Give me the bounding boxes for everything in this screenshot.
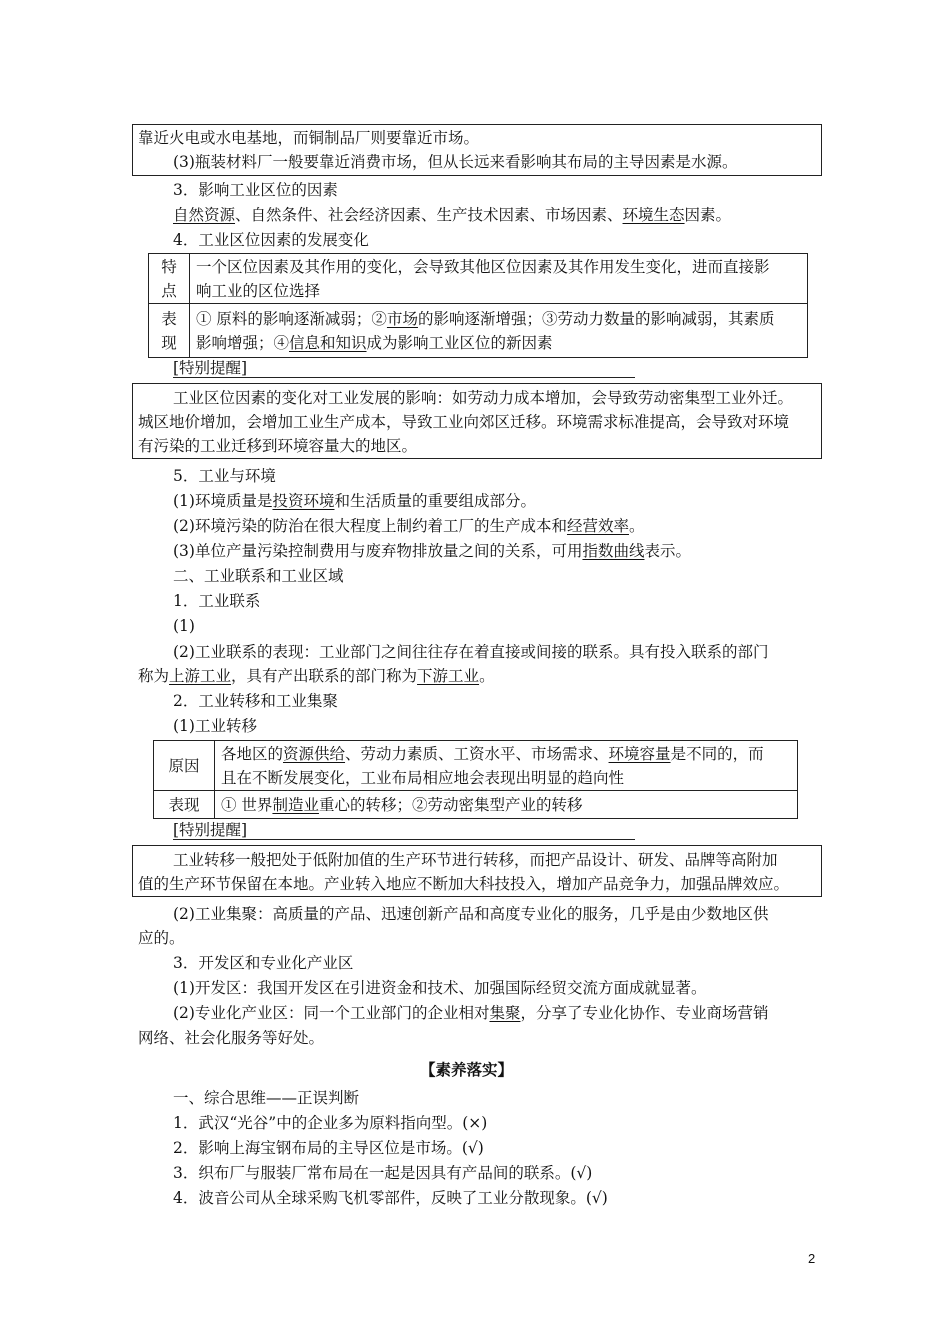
judgement-item-3: 3．织布厂与服装厂常布局在一起是因具有产品间的联系。(√) — [173, 1164, 593, 1182]
part-2-s1-title: 1．工业联系 — [173, 592, 261, 610]
blank-upstream: 上游工业 — [169, 667, 232, 685]
continuation-line-2: (3)瓶装材料厂一般要靠近消费市场，但从长远来看影响其布局的主导因素是水源。 — [173, 153, 738, 171]
tip-1-line-1: 工业区位因素的变化对工业发展的影响：如劳动力成本增加，会导致劳动密集型工业外迁。 — [173, 389, 794, 407]
tip-2-line-1: 工业转移一般把处于低附加值的生产环节进行转移，而把产品设计、研发、品牌等高附加 — [173, 851, 778, 869]
literacy-subtitle: 一、综合思维——正误判断 — [173, 1089, 360, 1107]
location-factor-table — [148, 253, 808, 358]
tip-1-line-2: 城区地价增加，会增加工业生产成本，导致工业向郊区迁移。环境需求标准提高，会导致对环境 — [138, 413, 790, 431]
section-5-p1: (1)环境质量是投资环境和生活质量的重要组成部分。 — [173, 492, 536, 510]
part-2-s1-p1: (1) — [173, 617, 195, 635]
continuation-line-1: 靠近火电或水电基地，而铜制品厂则要靠近市场。 — [138, 129, 480, 147]
table-cell-reason: 各地区的资源供给、劳动力素质、工资水平、市场需求、环境容量是不同的，而 且在不断发展变化，工业布局相应地会表现出明显的趋向性 — [215, 741, 798, 791]
part-2-s2-title: 2．工业转移和工业集聚 — [173, 692, 338, 710]
section-3-text: 自然资源、自然条件、社会经济因素、生产技术因素、市场因素、环境生态因素。 — [173, 206, 732, 224]
judgement-item-1: 1．武汉“光谷”中的企业多为原料指向型。(×) — [173, 1114, 488, 1132]
page-number: 2 — [808, 1251, 816, 1266]
judgement-item-4: 4．波音公司从全球采购飞机零部件，反映了工业分散现象。(√) — [173, 1189, 608, 1207]
section-4-title: 4．工业区位因素的发展变化 — [173, 231, 369, 249]
part-2-s1-p2-line1: (2)工业联系的表现：工业部门之间往往存在着直接或间接的联系。具有投入联系的部门 — [173, 643, 769, 661]
section-5-title: 5．工业与环境 — [173, 467, 276, 485]
judgement-item-2: 2．影响上海宝钢布局的主导区位是市场。(√) — [173, 1139, 484, 1157]
blank-agglomeration: 集聚 — [489, 1004, 521, 1022]
blank-natural-resources: 自然资源 — [173, 206, 236, 224]
dev-zone-p1: (1)开发区：我国开发区在引进资金和技术、加强国际经贸交流方面成就显著。 — [173, 979, 707, 997]
table-head-reason: 原因 — [154, 741, 215, 791]
blank-investment-env: 投资环境 — [272, 492, 335, 510]
blank-exponential-curve: 指数曲线 — [582, 542, 645, 560]
table-cell-performance: ① 原料的影响逐渐减弱；②市场的影响逐渐增强；③劳动力数量的影响减弱，其素质 影响增强；④信息和知识成为影响工业区位的新因素 — [190, 304, 808, 358]
part-2-s2-sub: (1)工业转移 — [173, 717, 257, 735]
blank-market: 市场 — [386, 309, 418, 328]
part-2-s1-p2-line2: 称为上游工业，具有产出联系的部门称为下游工业。 — [138, 667, 495, 685]
blank-resource-supply: 资源供给 — [283, 744, 346, 763]
tip-1-line-3: 有污染的工业迁移到环境容量大的地区。 — [138, 437, 418, 455]
table-cell-performance-2: ① 世界制造业重心的转移；②劳动密集型产业的转移 — [215, 791, 798, 819]
cluster-line-2: 应的。 — [138, 929, 185, 947]
blank-downstream: 下游工业 — [417, 667, 480, 685]
table-head-features: 特 点 — [149, 254, 190, 304]
tip-1-rule — [173, 377, 635, 378]
blank-manufacturing: 制造业 — [272, 795, 319, 814]
section-5-p2: (2)环境污染的防治在很大程度上制约着工厂的生产成本和经营效率。 — [173, 517, 645, 535]
industry-transfer-table — [153, 740, 798, 819]
tip-2-rule — [173, 839, 635, 840]
table-cell-features: 一个区位因素及其作用的变化，会导致其他区位因素及其作用发生变化，进而直接影 响工业的区位选择 — [190, 254, 808, 304]
section-heading-literacy: 【素养落实】 — [420, 1060, 514, 1079]
tip-1-label: [特别提醒] — [173, 359, 248, 377]
tip-2-label: [特别提醒] — [173, 821, 248, 839]
dev-zone-p2-line2: 网络、社会化服务等好处。 — [138, 1029, 325, 1047]
blank-environment-capacity: 环境容量 — [608, 744, 671, 763]
blank-operating-efficiency: 经营效率 — [566, 517, 629, 535]
section-5-p3: (3)单位产量污染控制费用与废弃物排放量之间的关系，可用指数曲线表示。 — [173, 542, 691, 560]
table-head-performance: 表 现 — [149, 304, 190, 358]
dev-zone-p2: (2)专业化产业区：同一个工业部门的企业相对集聚，分享了专业化协作、专业商场营销 — [173, 1004, 769, 1022]
tip-2-line-2: 值的生产环节保留在本地。产业转入地应不断加大科技投入，增加产品竞争力，加强品牌效应。 — [138, 875, 790, 893]
cluster-line-1: (2)工业集聚：高质量的产品、迅速创新产品和高度专业化的服务，几乎是由少数地区供 — [173, 905, 769, 923]
dev-zone-title: 3．开发区和专业化产业区 — [173, 954, 354, 972]
table-head-performance-2: 表现 — [154, 791, 215, 819]
part-2-title: 二、工业联系和工业区域 — [173, 567, 344, 585]
blank-info-knowledge: 信息和知识 — [289, 333, 367, 352]
blank-environment-ecology: 环境生态 — [622, 206, 685, 224]
section-3-title: 3．影响工业区位的因素 — [173, 181, 338, 199]
